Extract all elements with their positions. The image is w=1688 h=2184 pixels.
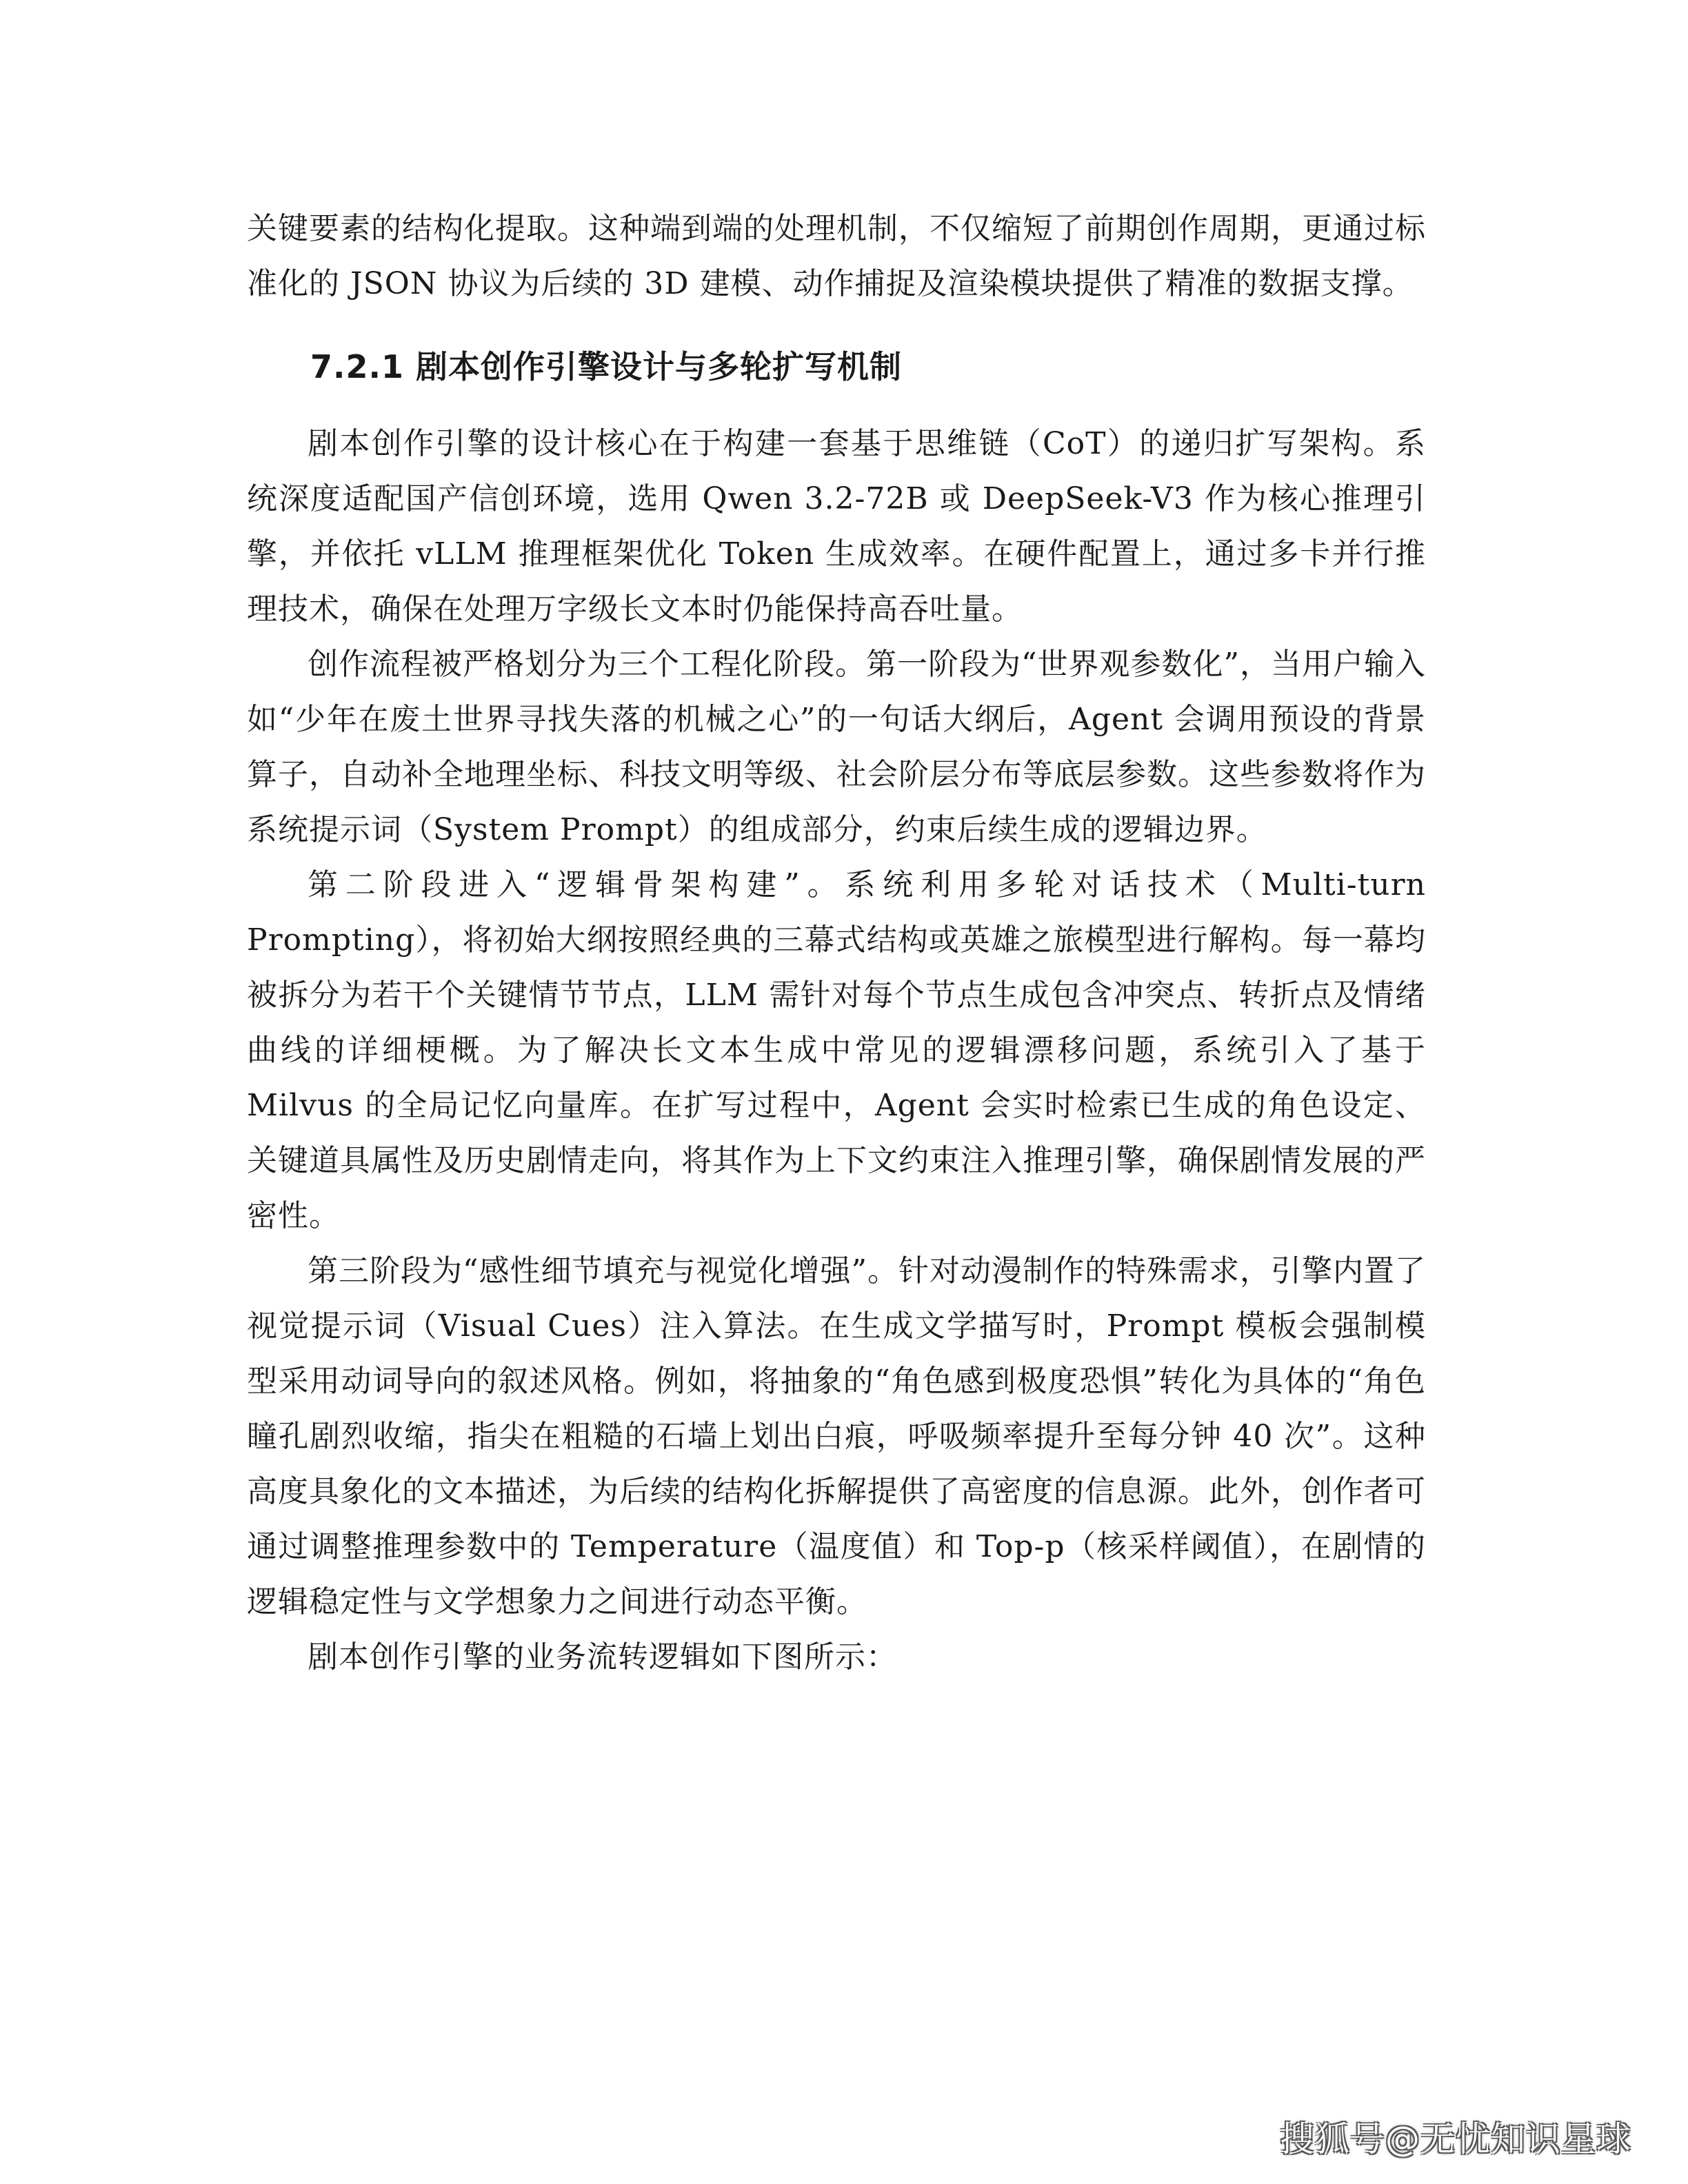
body-paragraph-4: 第三阶段为“感性细节填充与视觉化增强”。针对动漫制作的特殊需求，引擎内置了视觉提示词（Visual Cues）注入算法。在生成文学描写时，Prompt 模板会强制模型采用动词导向的叙述风格。例如，将抽象的“角色感到极度恐惧”转化为具体的“角色瞳孔剧烈收缩，指尖在粗糙的石墙上划出白痕，呼吸频率提升至每分钟 40 次”。这种高度具象化的文本描述，为后续的结构化拆解提供了高密度的信息源。此外，创作者可通过调整推理参数中的 Temperature（温度值）和 Top-p（核采样阈值），在剧情的逻辑稳定性与文学想象力之间进行动态平衡。 [247,1253,1426,1619]
source-watermark: 搜狐号@无忧知识星球 [1280,2119,1631,2159]
document-page [247,201,1426,1685]
section-heading: 7.2.1 剧本创作引擎设计与多轮扩写机制 [310,348,902,385]
intro-paragraph: 关键要素的结构化提取。这种端到端的处理机制，不仅缩短了前期创作周期，更通过标准化的 JSON 协议为后续的 3D 建模、动作捕捉及渲染模块提供了精准的数据支撑。 [247,211,1426,301]
body-paragraph-2: 创作流程被严格划分为三个工程化阶段。第一阶段为“世界观参数化”，当用户输入如“少年在废土世界寻找失落的机械之心”的一句话大纲后，Agent 会调用预设的背景算子，自动补全地理坐标、科技文明等级、社会阶层分布等底层参数。这些参数将作为系统提示词（System Prompt）的组成部分，约束后续生成的逻辑边界。 [247,647,1426,847]
body-paragraph-5: 剧本创作引擎的业务流转逻辑如下图所示： [308,1639,897,1675]
body-paragraph-1: 剧本创作引擎的设计核心在于构建一套基于思维链（CoT）的递归扩写架构。系统深度适配国产信创环境，选用 Qwen 3.2-72B 或 DeepSeek-V3 作为核心推理引擎，并依托 vLLM 推理框架优化 Token 生成效率。在硬件配置上，通过多卡并行推理技术，确保在处理万字级长文本时仍能保持高吞吐量。 [247,426,1426,627]
body-paragraph-3: 第二阶段进入“逻辑骨架构建”。系统利用多轮对话技术（Multi-turn Prompting），将初始大纲按照经典的三幕式结构或英雄之旅模型进行解构。每一幕均被拆分为若干个关键情节节点，LLM 需针对每个节点生成包含冲突点、转折点及情绪曲线的详细梗概。为了解决长文本生成中常见的逻辑漂移问题，系统引入了基于 Milvus 的全局记忆向量库。在扩写过程中，Agent 会实时检索已生成的角色设定、关键道具属性及历史剧情走向，将其作为上下文约束注入推理引擎，确保剧情发展的严密性。 [247,867,1426,1233]
